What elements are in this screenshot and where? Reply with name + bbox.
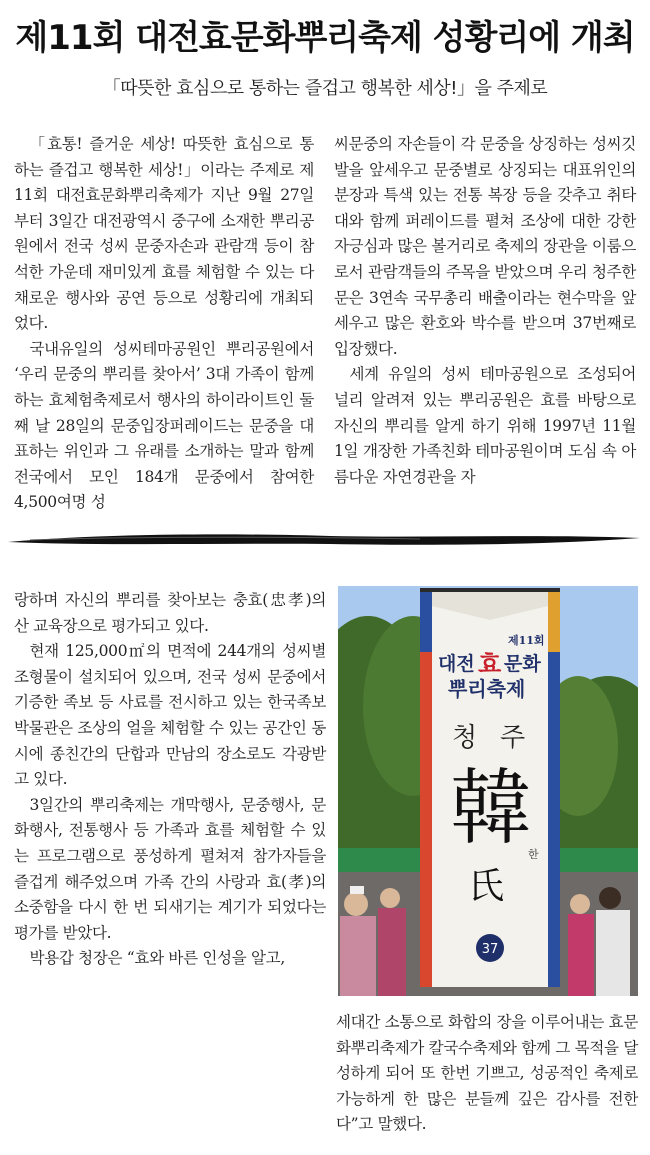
article-column-1 — [14, 132, 314, 516]
paragraph: 현재 125,000㎡의 면적에 244개의 성씨별 조형물이 설치되어 있으며, 전국 성씨 문중에서 기증한 족보 등 사료를 전시하고 있는 한국족보박물관은 조상의 얼을 체험할 수 있는 공간인 동시에 종친간의 단합과 만남의 장소로도 각광받고 있다. — [14, 642, 326, 789]
banner-clan-char: 韓 — [450, 761, 533, 856]
banner-festival-b: 문화 — [504, 653, 541, 675]
festival-banner-photo — [338, 586, 638, 996]
paragraph: 세계 유일의 성씨 테마공원으로 조성되어 널리 알려져 있는 뿌리공원은 효를 바탕으로 자신의 뿌리를 알게 하기 위해 1997년 11월 1일 개장한 가족친화 테마공원이며 도심 속 아름다운 자연경관을 자 — [334, 365, 636, 486]
article-column-2 — [334, 132, 636, 490]
paragraph: 랑하며 자신의 뿌리를 찾아보는 충효(忠孝)의 산 교육장으로 평가되고 있다. — [14, 591, 326, 635]
paragraph: 「효통! 즐거운 세상! 따뜻한 효심으로 통하는 즐겁고 행복한 세상!」이라는 주제로 제11회 대전효문화뿌리축제가 지난 9월 27일부터 3일간 대전광역시 중구에 소재한 뿌리공원에서 전국 성씨 문중자손과 관람객 등이 참석한 가운데 재미있게 효를 체험할 수 있는 다채로운 행사와 공연 등으로 성황리에 개최되었다. — [14, 135, 314, 333]
banner-photo-illustration — [338, 586, 638, 996]
paragraph: 박용갑 청장은 “효와 바른 인성을 알고, — [29, 949, 285, 968]
banner-clan-suffix: 氏 — [468, 866, 505, 907]
banner-festival-a: 대전 — [438, 653, 475, 675]
banner-number: 37 — [481, 942, 499, 957]
banner-clan-place-1: 청 — [452, 723, 478, 753]
article-column-4 — [336, 1010, 638, 1138]
paragraph: 국내유일의 성씨테마공원인 뿌리공원에서 ‘우리 문중의 뿌리를 찾아서’ 3대 가족이 함께 하는 효체험축제로서 행사의 하이라이트인 둘째 날 28일의 문중입장퍼레이드는 문중을 대표하는 위인과 그 유래를 소개하는 말과 함께 전국에서 모인 184개 문중에서 참여한 4,500여명 성 — [14, 339, 314, 512]
brush-stroke-divider — [0, 524, 650, 554]
banner-edition: 제11회 — [508, 634, 545, 647]
subheadline: 「따뜻한 효심으로 통하는 즐겁고 행복한 세상!」을 주제로 — [102, 78, 548, 99]
article-column-3 — [14, 588, 326, 972]
paragraph: 3일간의 뿌리축제는 개막행사, 문중행사, 문화행사, 전통행사 등 가족과 효를 체험할 수 있는 프로그램으로 풍성하게 펼쳐져 참가자들을 즐겁게 해주었으며 가족 간의 사랑과 효(孝)의 소중함을 다시 한 번 되새기는 계기가 되었다는 평가를 받았다. — [14, 795, 326, 942]
headline: 제11회 대전효문화뿌리축제 성황리에 개최 — [15, 18, 635, 58]
banner-clan-hangul: 한 — [528, 848, 539, 861]
paragraph: 세대간 소통으로 화합의 장을 이루어내는 효문화뿌리축제가 칼국수축제와 함께 그 목적을 달성하게 되어 또 한번 기쁘고, 성공적인 축제로 가능하게 한 많은 분들께 깊은 감사를 전한다”고 말했다. — [336, 1013, 638, 1134]
paragraph: 씨문중의 자손들이 각 문중을 상징하는 성씨깃발을 앞세우고 문중별로 상징되는 대표위인의 분장과 특색 있는 전통 복장 등을 갖추고 취타대와 함께 퍼레이드를 펼쳐 조상에 대한 강한 자긍심과 많은 볼거리로 축제의 장관을 이룸으로서 관람객들의 주목을 받았으며 우리 청주한문은 3연속 국무총리 배출이라는 현수막을 앞세우고 많은 환호와 박수를 받으며 37번째로 입장했다. — [334, 135, 636, 358]
banner-festival-hyo: 효 — [478, 650, 502, 678]
banner-festival-line2: 뿌리축제 — [448, 677, 526, 701]
banner-clan-place-2: 주 — [500, 723, 526, 753]
